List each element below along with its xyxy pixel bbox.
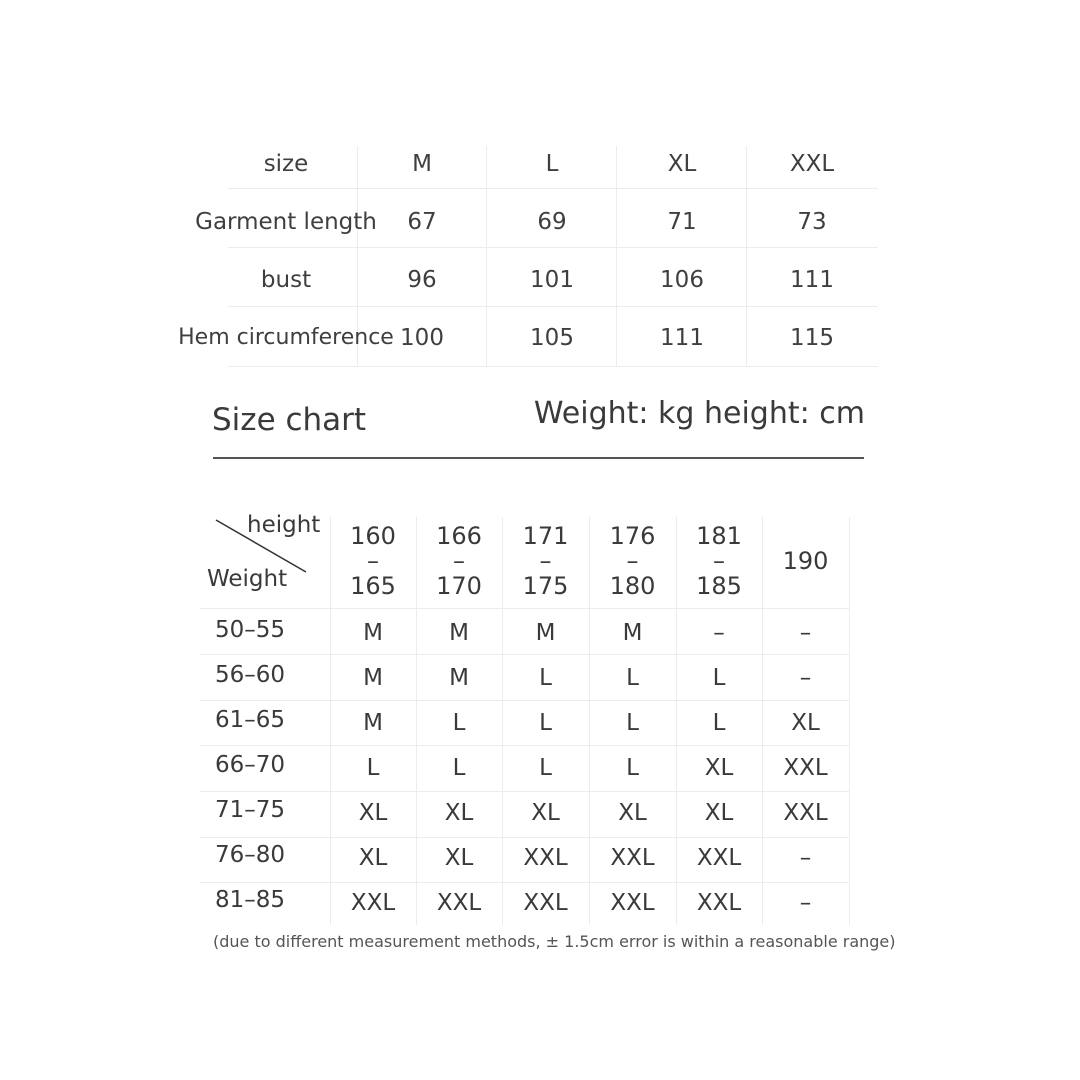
size-cell: XL [444, 845, 474, 871]
weight-row-label: 61–65 [215, 707, 286, 733]
size-cell: XXL [523, 890, 568, 916]
size-cell: XXL [610, 890, 655, 916]
height-dash: – [626, 547, 639, 575]
size-cell: M [449, 665, 469, 691]
size-cell: XL [704, 800, 734, 826]
size-cell: XL [358, 845, 388, 871]
height-to: 185 [696, 572, 742, 600]
row-divider [200, 700, 849, 701]
row-divider [228, 366, 878, 367]
size-column-header: L [545, 151, 559, 177]
corner-weight-label: Weight [207, 566, 288, 592]
row-divider [200, 882, 849, 883]
row-divider [228, 306, 878, 307]
row-label-bust: bust [260, 267, 312, 293]
weight-row-label: 76–80 [215, 842, 286, 868]
size-cell: L [626, 710, 639, 736]
height-column-header [416, 524, 502, 599]
height-to: 175 [522, 572, 569, 600]
table-cell: 100 [400, 325, 444, 351]
table-cell: 67 [407, 209, 437, 235]
table-cell: 96 [407, 267, 437, 293]
size-cell: XXL [610, 845, 655, 871]
table-cell: 106 [660, 267, 704, 293]
footnote: (due to different measurement methods, ± 1.5cm error is within a reasonable range) [213, 932, 896, 951]
size-cell: XXL [696, 890, 742, 916]
size-cell: L [712, 665, 726, 691]
size-cell: XL [791, 710, 820, 736]
size-column-header: XXL [789, 151, 835, 177]
size-cell: XL [444, 800, 474, 826]
height-dash: – [539, 547, 552, 575]
height-from: 176 [609, 522, 656, 550]
height-to: 180 [609, 572, 656, 600]
row-divider [200, 837, 849, 838]
size-column-header: M [412, 151, 432, 177]
height-from: 160 [350, 522, 396, 550]
size-cell: M [363, 665, 383, 691]
size-cell: XL [358, 800, 388, 826]
size-cell: L [626, 665, 639, 691]
weight-row-label: 50–55 [215, 617, 286, 643]
size-cell: M [363, 620, 383, 646]
units-label: Weight: kg height: cm [533, 396, 865, 431]
height-from: 171 [522, 522, 569, 550]
size-cell: M [449, 620, 469, 646]
size-header-label: size [263, 151, 309, 177]
size-cell: L [452, 710, 466, 736]
size-cell: L [539, 710, 552, 736]
height-column-header [676, 524, 762, 599]
size-cell: – [799, 665, 812, 691]
table-cell: 111 [660, 325, 704, 351]
column-divider [849, 517, 850, 925]
size-cell: L [712, 710, 726, 736]
corner-height-label: height [247, 512, 321, 538]
height-dash: – [453, 547, 465, 575]
height-column-header [330, 524, 416, 599]
height-from: 181 [696, 522, 742, 550]
size-cell: M [622, 620, 643, 646]
table-cell: 101 [530, 267, 574, 293]
size-cell: XXL [436, 890, 482, 916]
size-cell: XXL [523, 845, 568, 871]
size-cell: M [363, 710, 383, 736]
size-cell: – [713, 620, 725, 646]
size-cell: – [799, 845, 812, 871]
row-divider [200, 791, 849, 792]
height-column-header [762, 549, 849, 574]
size-cell: M [535, 620, 556, 646]
row-divider [200, 745, 849, 746]
size-cell: – [799, 620, 812, 646]
size-cell: XXL [783, 800, 828, 826]
height-dash: – [713, 547, 725, 575]
row-label-hem-circumference: Hem circumference [178, 325, 394, 350]
height-column-header [502, 524, 589, 599]
weight-row-label: 56–60 [215, 662, 286, 688]
size-cell: XXL [783, 755, 828, 781]
size-column-header: XL [667, 151, 697, 177]
height-to: 170 [436, 572, 482, 600]
row-divider [228, 247, 878, 248]
table-cell: 69 [537, 209, 567, 235]
row-label-garment-length: Garment length [195, 209, 377, 235]
weight-row-label: 81–85 [215, 887, 286, 913]
size-cell: XXL [696, 845, 742, 871]
height-column-header [589, 524, 676, 599]
size-cell: L [626, 755, 639, 781]
size-cell: XXL [350, 890, 396, 916]
size-cell: L [452, 755, 466, 781]
height-to: 165 [350, 572, 396, 600]
size-chart-title: Size chart [212, 402, 367, 438]
row-divider [200, 654, 849, 655]
row-divider [228, 188, 878, 189]
size-cell: L [539, 665, 552, 691]
header-rule [213, 457, 864, 459]
size-cell: – [799, 890, 812, 916]
height-from: 166 [436, 522, 482, 550]
table-cell: 73 [797, 209, 827, 235]
weight-row-label: 71–75 [215, 797, 286, 823]
size-cell: XL [531, 800, 560, 826]
size-cell: XL [704, 755, 734, 781]
size-cell: L [539, 755, 552, 781]
height-dash: – [367, 547, 379, 575]
size-cell: XL [618, 800, 647, 826]
table-cell: 105 [530, 325, 574, 351]
height-single: 190 [782, 547, 829, 575]
size-cell: L [366, 755, 380, 781]
table-cell: 111 [790, 267, 834, 293]
table-cell: 115 [790, 325, 834, 351]
weight-row-label: 66–70 [215, 752, 286, 778]
row-divider [200, 608, 849, 609]
table-cell: 71 [667, 209, 697, 235]
